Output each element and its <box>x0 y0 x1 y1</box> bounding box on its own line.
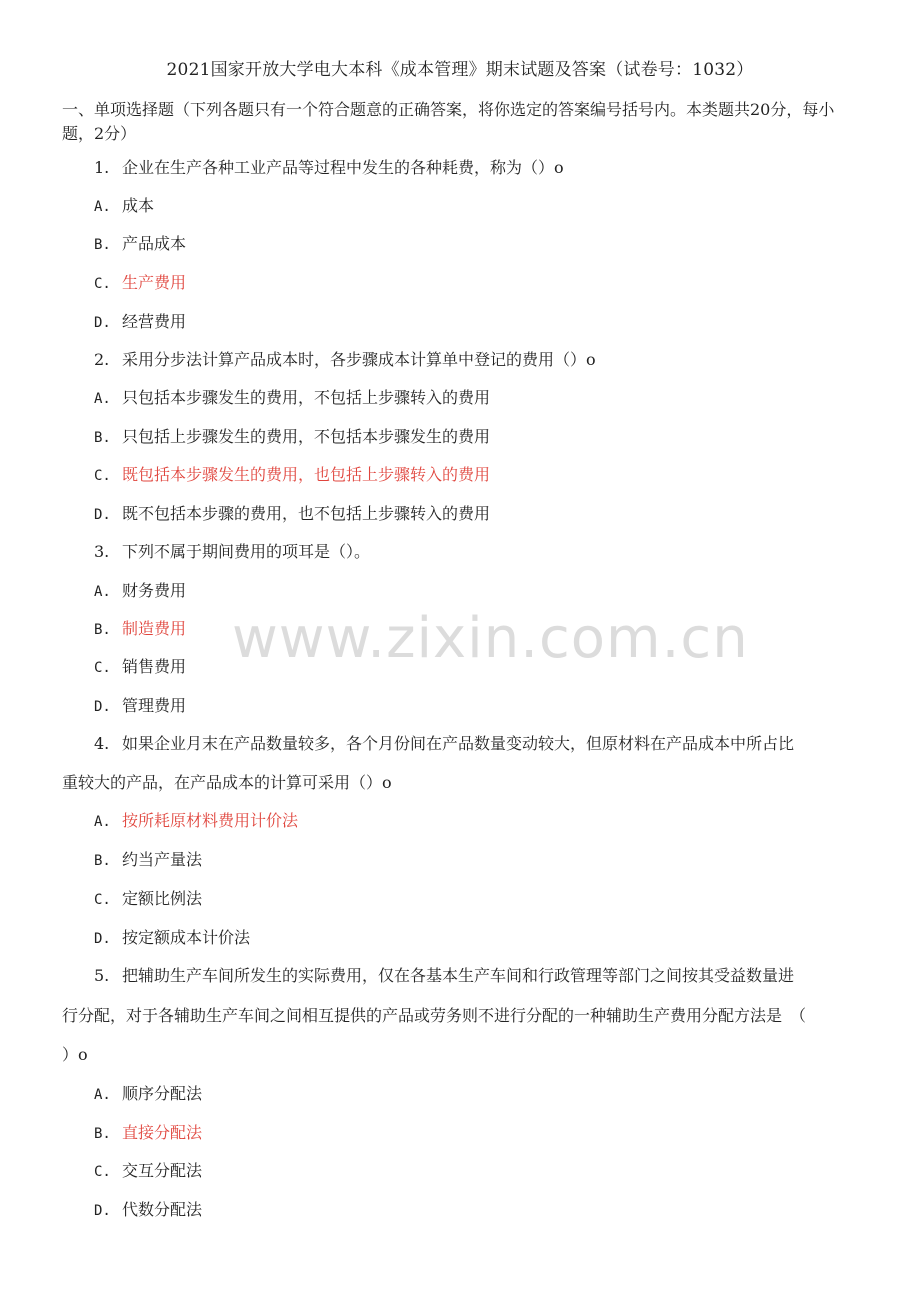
option-letter: B. <box>94 430 111 446</box>
question-4 <box>94 732 794 756</box>
question-1 <box>94 156 564 180</box>
option-text: 只包括上步骤发生的费用，不包括本步骤发生的费用 <box>122 427 491 446</box>
option-letter: B. <box>94 853 111 869</box>
option-letter: D. <box>94 699 111 715</box>
question-number: 1. <box>94 158 110 177</box>
option-text: 经营费用 <box>122 312 187 331</box>
option-text: 交互分配法 <box>122 1161 203 1180</box>
option-letter: D. <box>94 931 111 947</box>
option-3-b-correct <box>94 617 186 642</box>
option-2-b <box>94 425 490 450</box>
question-5-continued: 行分配，对于各辅助生产车间之间相互提供的产品或劳务则不进行分配的一种辅助生产费用分配方法是 （ <box>62 1006 807 1025</box>
question-text: 把辅助生产车间所发生的实际费用，仅在各基本生产车间和行政管理等部门之间按其受益数量进 <box>122 966 795 985</box>
option-text: 成本 <box>122 196 155 215</box>
option-letter: B. <box>94 1126 111 1142</box>
option-text: 直接分配法 <box>122 1123 203 1142</box>
option-text: 定额比例法 <box>122 889 203 908</box>
option-text: 代数分配法 <box>122 1200 203 1219</box>
option-letter: C. <box>94 468 111 484</box>
option-2-c-correct <box>94 463 490 488</box>
option-text: 生产费用 <box>122 273 187 292</box>
option-text: 按所耗原材料费用计价法 <box>122 811 299 830</box>
option-text: 顺序分配法 <box>122 1084 203 1103</box>
document-title: 2021国家开放大学电大本科《成本管理》期末试题及答案（试卷号：1032） <box>166 60 754 80</box>
section-header: 一、单项选择题（下列各题只有一个符合题意的正确答案，将你选定的答案编号括号内。本类题共20分，每小题，2分） <box>62 100 835 143</box>
watermark: www.zixin.com.cn <box>232 606 749 671</box>
option-5-c <box>94 1159 202 1184</box>
option-text: 制造费用 <box>122 619 187 638</box>
option-letter: C. <box>94 892 111 908</box>
option-text: 产品成本 <box>122 234 187 253</box>
question-5-continued-2: ）o <box>62 1045 88 1064</box>
option-1-d <box>94 310 186 335</box>
option-1-a <box>94 194 154 219</box>
option-3-c <box>94 655 186 680</box>
option-letter: D. <box>94 1203 111 1219</box>
option-text: 既包括本步骤发生的费用，也包括上步骤转入的费用 <box>122 465 491 484</box>
option-letter: C. <box>94 1164 111 1180</box>
option-text: 约当产量法 <box>122 850 203 869</box>
option-letter: C. <box>94 276 111 292</box>
option-letter: A. <box>94 814 111 830</box>
option-text: 财务费用 <box>122 581 187 600</box>
option-1-b <box>94 232 186 257</box>
question-number: 2. <box>94 350 110 369</box>
option-1-c-correct <box>94 271 186 296</box>
option-letter: B. <box>94 237 111 253</box>
option-4-b <box>94 848 202 873</box>
option-4-a-correct <box>94 809 298 834</box>
option-letter: A. <box>94 1087 111 1103</box>
option-text: 既不包括本步骤的费用，也不包括上步骤转入的费用 <box>122 504 491 523</box>
option-letter: C. <box>94 660 111 676</box>
question-number: 4. <box>94 734 110 753</box>
option-4-c <box>94 887 202 912</box>
question-number: 5. <box>94 966 110 985</box>
question-text: 下列不属于期间费用的项耳是（）。 <box>122 542 371 561</box>
option-text: 管理费用 <box>122 696 187 715</box>
option-letter: A. <box>94 199 111 215</box>
option-letter: B. <box>94 622 111 638</box>
option-letter: A. <box>94 391 111 407</box>
question-5 <box>94 964 794 988</box>
option-5-b-correct <box>94 1121 202 1146</box>
option-2-a <box>94 386 490 411</box>
question-number: 3. <box>94 542 110 561</box>
option-letter: D. <box>94 315 111 331</box>
option-4-d <box>94 926 250 951</box>
option-text: 销售费用 <box>122 657 187 676</box>
option-text: 只包括本步骤发生的费用，不包括上步骤转入的费用 <box>122 388 491 407</box>
option-5-a <box>94 1082 202 1107</box>
option-letter: D. <box>94 507 111 523</box>
question-2 <box>94 348 596 372</box>
option-5-d <box>94 1198 202 1223</box>
question-text: 如果企业月末在产品数量较多，各个月份间在产品数量变动较大，但原材料在产品成本中所占比 <box>122 734 795 753</box>
option-2-d <box>94 502 490 527</box>
question-text: 采用分步法计算产品成本时，各步骤成本计算单中登记的费用（）o <box>122 350 596 369</box>
question-4-continued: 重较大的产品，在产品成本的计算可采用（）o <box>62 773 392 792</box>
option-3-a <box>94 579 186 604</box>
option-text: 按定额成本计价法 <box>122 928 251 947</box>
question-3 <box>94 540 370 564</box>
question-text: 企业在生产各种工业产品等过程中发生的各种耗费，称为（）o <box>122 158 564 177</box>
option-letter: A. <box>94 584 111 600</box>
option-3-d <box>94 694 186 719</box>
